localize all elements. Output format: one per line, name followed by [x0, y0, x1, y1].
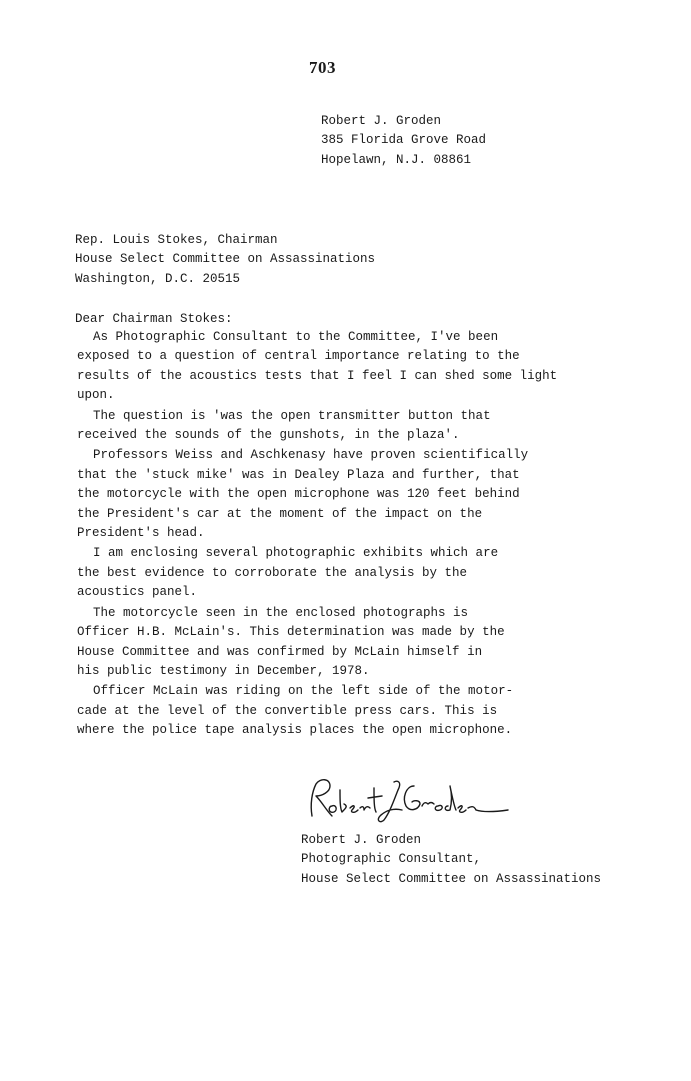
- recipient-name: Rep. Louis Stokes, Chairman: [75, 233, 278, 247]
- closing-title: Photographic Consultant,: [301, 852, 482, 867]
- recipient-city: Washington, D.C. 20515: [75, 271, 241, 286]
- body-paragraph: Professors Weiss and Aschkenasy have proven scientifically that the 'stuck mike' was in Dealey Plaza and further, that the motorcycle with the open microphone was 120 feet behind the President's car at the moment of the impact on the President's head.: [77, 448, 529, 541]
- letter-body: [77, 328, 597, 742]
- sender-street: 385 Florida Grove Road: [321, 133, 487, 148]
- sender-city: Hopelawn, N.J. 08861: [321, 152, 472, 167]
- recipient-address-block: [75, 231, 375, 289]
- salutation: Dear Chairman Stokes:: [75, 312, 233, 326]
- body-paragraph: As Photographic Consultant to the Committee, I've been exposed to a question of central importance relating to the results of the acoustics tests that I feel I can shed some light upon.: [77, 330, 558, 403]
- closing-block: [301, 831, 601, 889]
- body-paragraph: The question is 'was the open transmitter button that received the sounds of the gunshots, in the plaza'.: [77, 408, 491, 443]
- body-paragraph: Officer McLain was riding on the left side of the motor- cade at the level of the convertible press cars. This is where the police tape analysis places the open microphone.: [77, 684, 514, 738]
- closing-name: Robert J. Groden: [301, 833, 422, 847]
- handwritten-signature: [298, 772, 518, 828]
- body-paragraph: The motorcycle seen in the enclosed photographs is Officer H.B. McLain's. This determination was made by the House Committee and was confirmed by McLain himself in his public testimony in December, 1978.: [77, 605, 505, 678]
- sender-address-block: [321, 112, 486, 170]
- sender-name: Robert J. Groden: [321, 114, 442, 128]
- closing-organization: House Select Committee on Assassinations: [301, 871, 602, 886]
- recipient-organization: House Select Committee on Assassinations: [75, 252, 376, 267]
- page-number: 703: [309, 58, 336, 77]
- body-paragraph: I am enclosing several photographic exhibits which are the best evidence to corroborate the analysis by the acoustics panel.: [77, 546, 499, 600]
